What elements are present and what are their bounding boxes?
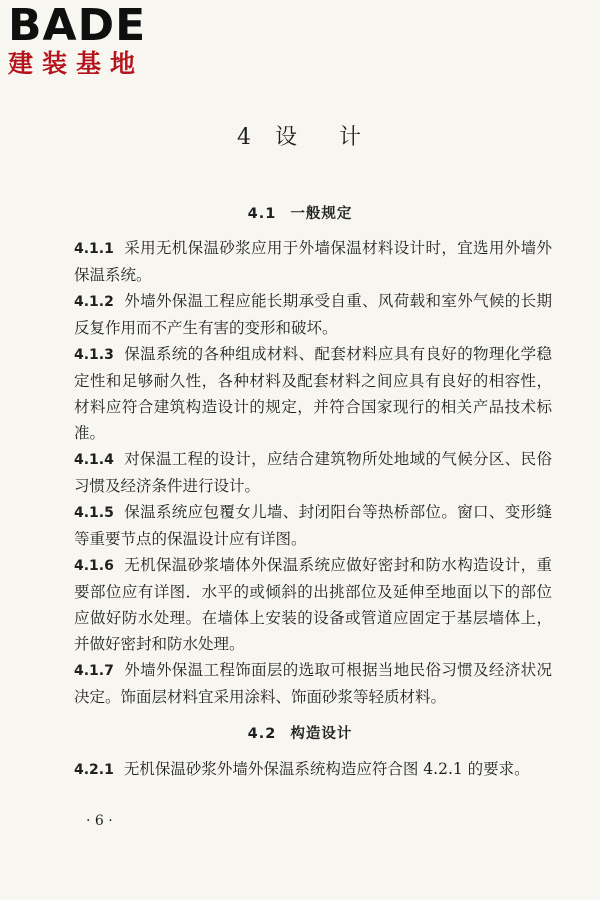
clause-text: 采用无机保温砂浆应用于外墙保温材料设计时，宜选用外墙外保温系统。 (74, 239, 552, 284)
clause-text: 外墙外保温工程应能长期承受自重、风荷载和室外气候的长期反复作用而不产生有害的变形和破坏。 (74, 292, 552, 337)
section-number: 4.2 (247, 726, 277, 742)
clause-4-1-6 (74, 552, 552, 657)
section-heading: 一般规定 (290, 206, 353, 222)
clause-number: 4.1.2 (74, 294, 114, 310)
section-number: 4.1 (247, 206, 277, 222)
chapter-title-word-2: 计 (339, 125, 364, 150)
clause-text: 保温系统应包覆女儿墙、封闭阳台等热桥部位。窗口、变形缝等重要节点的保温设计应有详图。 (74, 503, 552, 548)
clause-text: 保温系统的各种组成材料、配套材料应具有良好的物理化学稳定性和足够耐久性，各种材料及配套材料之间应具有良好的相容性，材料应符合建筑构造设计的规定，并符合国家现行的相关产品技术标准。 (74, 345, 552, 442)
clause-4-1-1 (74, 235, 552, 288)
chapter-title-word-1: 设 (274, 125, 299, 150)
clause-4-1-4 (74, 446, 552, 499)
section-title-4-2 (0, 724, 600, 744)
clause-4-1-7 (74, 657, 552, 710)
logo-subtitle: 建装基地 (8, 49, 145, 78)
clause-text: 无机保温砂浆墙体外保温系统应做好密封和防水构造设计，重要部位应有详图．水平的或倾斜的出挑部位及延伸至地面以下的部位应做好防水处理。在墙体上安装的设备或管道应固定于基层墙体上，并做好密封和防水处理。 (74, 556, 552, 653)
chapter-title (0, 124, 600, 152)
section-body-4-1 (74, 235, 552, 710)
section-body-4-2 (74, 756, 552, 783)
clause-number: 4.1.5 (74, 505, 114, 521)
clause-text: 外墙外保温工程饰面层的选取可根据当地民俗习惯及经济状况决定。饰面层材料宜采用涂料、饰面砂浆等轻质材料。 (74, 661, 552, 706)
bade-logo (8, 0, 147, 78)
clause-number: 4.2.1 (74, 762, 114, 778)
chapter-number: 4 (236, 125, 253, 150)
clause-text: 无机保温砂浆外墙外保温系统构造应符合图 4.2.1 的要求。 (123, 760, 530, 778)
clause-number: 4.1.7 (74, 663, 114, 679)
clause-text: 对保温工程的设计，应结合建筑物所处地域的气候分区、民俗习惯及经济条件进行设计。 (74, 450, 552, 495)
clause-number: 4.1.6 (74, 558, 114, 574)
clause-4-2-1 (74, 756, 552, 783)
logo-wordmark: BADE (8, 0, 147, 51)
section-title-4-1 (0, 204, 600, 224)
clause-number: 4.1.3 (74, 347, 114, 363)
clause-4-1-2 (74, 288, 552, 341)
section-heading: 构造设计 (290, 726, 353, 742)
page-number: · 6 · (86, 813, 113, 829)
clause-number: 4.1.1 (74, 241, 114, 257)
clause-4-1-5 (74, 499, 552, 552)
clause-4-1-3 (74, 341, 552, 446)
clause-number: 4.1.4 (74, 452, 114, 468)
